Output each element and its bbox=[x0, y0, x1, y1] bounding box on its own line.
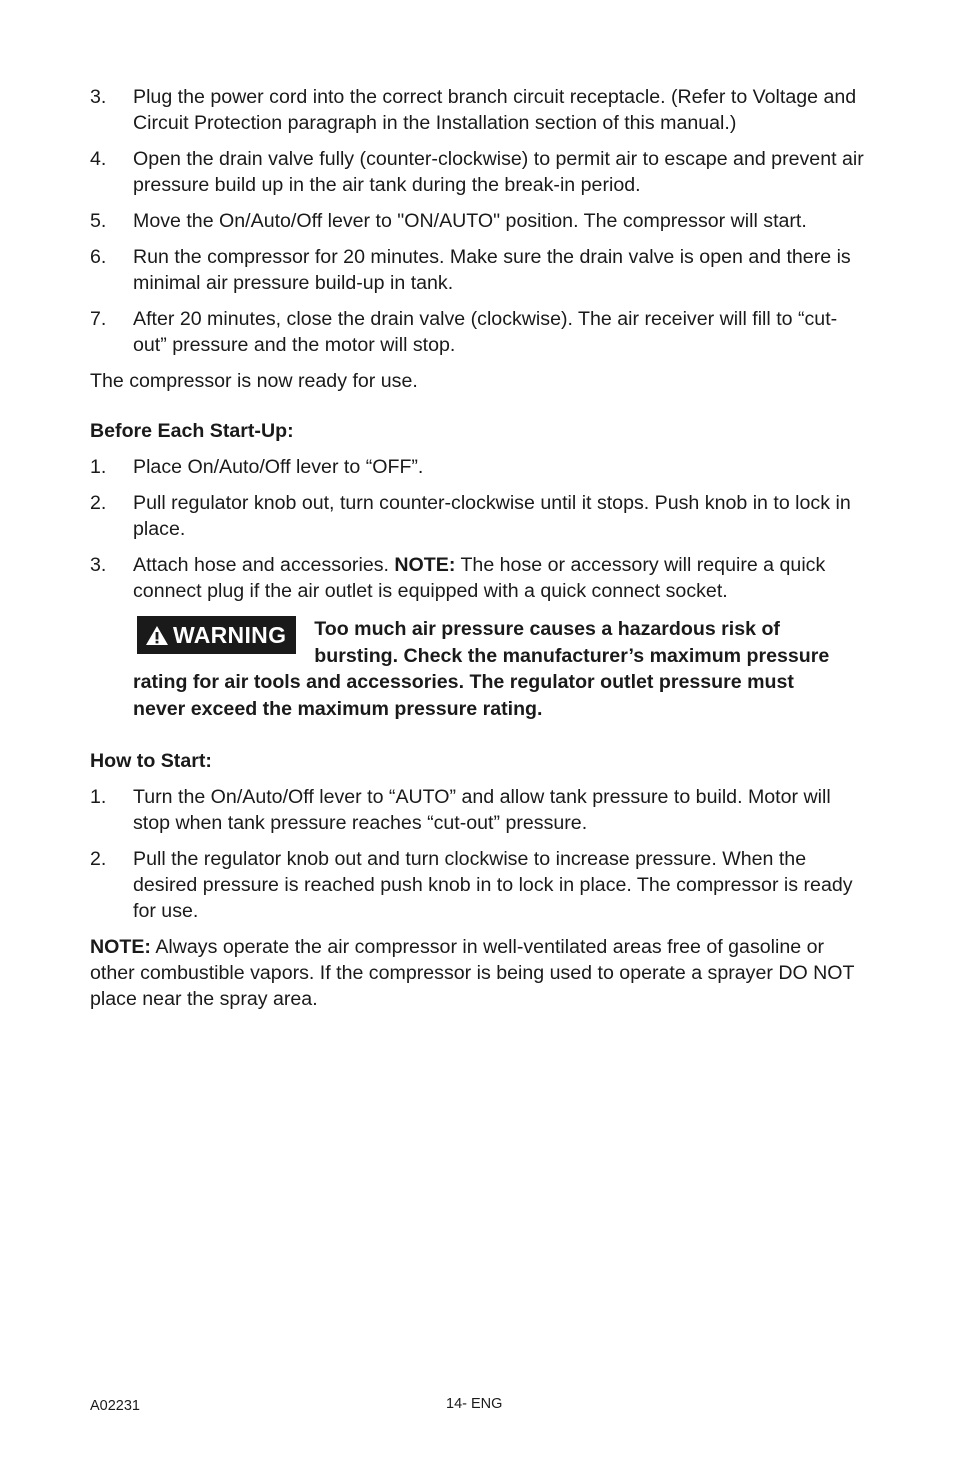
note-label: NOTE: bbox=[394, 554, 456, 576]
final-note: NOTE: Always operate the air compressor in well-ventilated areas free of gasoline or other combustible vapors. If the compressor is being used to operate a sprayer DO NOT place near the spray area. bbox=[90, 936, 855, 1010]
list-item: 1. Turn the On/Auto/Off lever to “AUTO” and allow tank pressure to build. Motor will stop when tank pressure reaches “cut-out” pressure. bbox=[90, 786, 831, 834]
warning-triangle-icon bbox=[145, 625, 169, 646]
list-item: 1. Place On/Auto/Off lever to “OFF”. bbox=[90, 456, 424, 478]
before-startup-steps bbox=[90, 454, 870, 604]
intro-steps-list bbox=[90, 84, 870, 358]
before-startup-heading: Before Each Start-Up: bbox=[90, 420, 294, 442]
list-item: 3. Plug the power cord into the correct branch circuit receptacle. (Refer to Voltage and Circuit Protection paragraph in the Installation section of this manual.) bbox=[90, 86, 857, 134]
page-number: 14- ENG bbox=[446, 1396, 503, 1412]
how-to-start-heading: How to Start: bbox=[90, 750, 212, 772]
list-item: 4. Open the drain valve fully (counter-clockwise) to permit air to escape and prevent air pressure build up in the air tank during the break-in period. bbox=[90, 148, 864, 196]
warning-label: WARNING bbox=[173, 622, 287, 648]
list-item: 2. Pull regulator knob out, turn counter-clockwise until it stops. Push knob in to lock in place. bbox=[90, 492, 851, 540]
warning-block bbox=[133, 616, 833, 722]
list-item: 6. Run the compressor for 20 minutes. Make sure the drain valve is open and there is minimal air pressure build-up in tank. bbox=[90, 246, 851, 294]
how-to-start-steps bbox=[90, 784, 870, 924]
list-item: 3. Attach hose and accessories. NOTE: The hose or accessory will require a quick connect plug if the air outlet is equipped with a quick connect socket. bbox=[90, 554, 826, 602]
warning-text: Too much air pressure causes a hazardous risk of bursting. Check the manufacturer’s maximum pressure rating for air tools and accessories. The regulator outlet pressure must never exceed the maximum pressure rating. bbox=[133, 618, 830, 720]
document-code: A02231 bbox=[90, 1398, 140, 1414]
list-item: 7. After 20 minutes, close the drain valve (clockwise). The air receiver will fill to “cut-out” pressure and the motor will stop. bbox=[90, 308, 838, 356]
note-label: NOTE: bbox=[90, 936, 151, 958]
list-item: 5. Move the On/Auto/Off lever to "ON/AUTO" position. The compressor will start. bbox=[90, 210, 807, 232]
list-item: 2. Pull the regulator knob out and turn clockwise to increase pressure. When the desired pressure is reached push knob in to lock in place. The compressor is ready for use. bbox=[90, 848, 853, 922]
warning-badge bbox=[137, 616, 296, 654]
manual-page bbox=[90, 84, 870, 1022]
ready-text: The compressor is now ready for use. bbox=[90, 370, 418, 392]
